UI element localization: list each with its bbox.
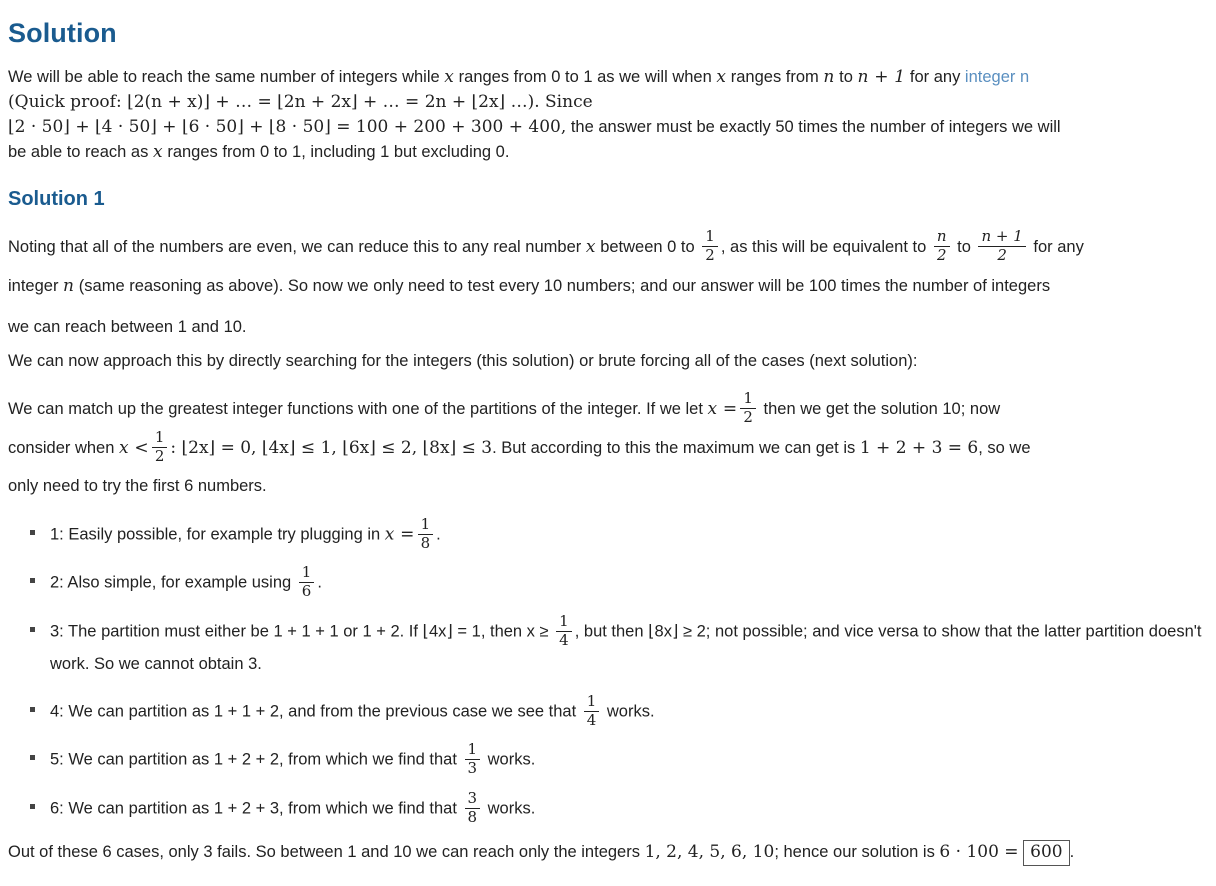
intro-text-3: ranges from bbox=[726, 68, 824, 87]
fraction-one-half-c bbox=[152, 430, 168, 465]
math-n-1: n bbox=[823, 67, 835, 88]
reachable-integers: 1, 2, 4, 5, 6, 10 bbox=[644, 842, 775, 863]
fraction-denominator: 2 bbox=[152, 447, 168, 465]
fraction-numerator: 1 bbox=[467, 740, 478, 759]
conclusion-text-c: . bbox=[1069, 843, 1075, 862]
page-title: Solution bbox=[8, 18, 117, 48]
math-max-sum: 1 + 2 + 3 = 6 bbox=[859, 437, 979, 458]
s1-text-6: integer bbox=[8, 276, 64, 295]
fraction-denominator: 2 bbox=[702, 246, 718, 264]
fraction-denominator: 2 bbox=[934, 246, 950, 264]
s1-text-9: We can now approach this by directly searching for the integers (this solution) or brute forcing all of the cases (next solution): bbox=[8, 351, 918, 370]
solution1-paragraph-1 bbox=[8, 228, 1202, 306]
fraction-n-plus-1-over-2 bbox=[978, 229, 1025, 264]
case-text-a: 5: We can partition as 1 + 2 + 2, from which we find that bbox=[50, 750, 462, 769]
case-text-b: works. bbox=[602, 702, 655, 721]
solution1-paragraph-2 bbox=[8, 350, 1202, 374]
s1-text-11: then we get the solution 10; now bbox=[758, 399, 1001, 418]
case-text-a: 3: The partition must either be 1 + 1 + 1 or 1 + 2. If ⌊4x⌋ = 1, then x ≥ bbox=[50, 622, 554, 641]
fraction-denominator: 8 bbox=[418, 534, 434, 552]
list-item bbox=[30, 691, 1202, 730]
math-n-plus-1: n + 1 bbox=[857, 67, 906, 88]
case-text-b: works. bbox=[483, 799, 536, 818]
fraction-numerator: 1 bbox=[559, 611, 569, 630]
cases-list bbox=[8, 514, 1202, 826]
fraction-n-over-2 bbox=[934, 229, 950, 264]
fraction-numerator: 1 bbox=[586, 691, 597, 710]
case-fraction bbox=[556, 611, 572, 649]
case-fraction bbox=[465, 742, 481, 777]
case-fraction bbox=[299, 565, 315, 600]
fraction-numerator: 1 bbox=[154, 428, 165, 447]
intro-text-4: to bbox=[834, 68, 858, 87]
s1-text-8: we can reach between 1 and 10. bbox=[8, 318, 247, 337]
list-item bbox=[30, 740, 1202, 778]
floor-sum-expression: ⌊2 · 50⌋ + ⌊4 · 50⌋ + ⌊6 · 50⌋ + ⌊8 · 50⌋ = 100 + 200 + 300 + 400, bbox=[8, 116, 567, 137]
case-fraction bbox=[418, 514, 434, 552]
s1-text-13: . But according to this the maximum we can get is bbox=[492, 438, 860, 457]
fraction-numerator: 1 bbox=[301, 563, 312, 582]
conclusion-text-a: Out of these 6 cases, only 3 fails. So between 1 and 10 we can reach only the integers bbox=[8, 843, 645, 862]
fraction-numerator: 1 bbox=[420, 514, 431, 533]
intro-text-1: We will be able to reach the same number of integers while bbox=[8, 68, 445, 87]
subsection-title-solution-1: Solution 1 bbox=[8, 187, 105, 210]
case-text-b: , but then ⌊8x⌋ ≥ 2; not possible; and vice versa to show that the latter partition doesn't work. So we cannot obtain 3. bbox=[50, 622, 1202, 674]
case-text-b: . bbox=[436, 525, 441, 544]
s1-text-5: for any bbox=[1028, 237, 1084, 256]
intro-text-5: for any bbox=[905, 68, 965, 87]
fraction-denominator: 8 bbox=[465, 808, 481, 826]
case-text-a: 4: We can partition as 1 + 1 + 2, and from the previous case we see that bbox=[50, 702, 581, 721]
conclusion-paragraph bbox=[8, 840, 1202, 865]
math-n-2: n bbox=[63, 275, 75, 296]
list-item bbox=[30, 788, 1202, 827]
intro-text-6: the answer must be exactly 50 times the number of integers we will bbox=[566, 117, 1061, 136]
floor-inequalities: : ⌊2x⌋ = 0, ⌊4x⌋ ≤ 1, ⌊6x⌋ ≤ 2, ⌊8x⌋ ≤ 3 bbox=[170, 437, 493, 458]
fraction-denominator: 4 bbox=[556, 631, 572, 649]
s1-text-3: , as this will be equivalent to bbox=[720, 237, 931, 256]
list-item bbox=[30, 514, 1202, 553]
case-text-b: works. bbox=[483, 750, 536, 769]
case-math-a: x = bbox=[384, 524, 415, 545]
quick-proof-expression: (Quick proof: ⌊2(n + x)⌋ + … = ⌊2n + 2x⌋ + … = 2n + ⌊2x⌋ …). Since bbox=[8, 92, 593, 113]
math-x-4: x bbox=[585, 236, 596, 257]
list-item bbox=[30, 611, 1202, 681]
fraction-denominator: 6 bbox=[299, 582, 315, 600]
s1-text-12: consider when bbox=[8, 438, 119, 457]
fraction-one-half-a bbox=[702, 229, 718, 264]
case-text-a: 1: Easily possible, for example try plugging in bbox=[50, 525, 385, 544]
fraction-numerator: n bbox=[936, 227, 947, 246]
s1-text-15: only need to try the first 6 numbers. bbox=[8, 477, 267, 496]
fraction-numerator: 1 bbox=[743, 389, 753, 408]
fraction-numerator: n + 1 bbox=[981, 227, 1023, 246]
fraction-one-half-b bbox=[740, 391, 756, 426]
conclusion-text-b: ; hence our solution is bbox=[774, 843, 940, 862]
solution1-paragraph-3 bbox=[8, 390, 1202, 506]
fraction-denominator: 4 bbox=[584, 711, 600, 729]
intro-paragraph bbox=[8, 65, 1202, 165]
fraction-numerator: 1 bbox=[705, 227, 715, 246]
math-x-2: x bbox=[716, 67, 727, 88]
math-x-1: x bbox=[444, 67, 455, 88]
link-integer-n[interactable]: integer n bbox=[964, 68, 1030, 87]
math-x-3: x bbox=[152, 141, 163, 162]
s1-text-14: , so we bbox=[978, 438, 1031, 457]
case-fraction bbox=[584, 691, 600, 729]
fraction-numerator: 3 bbox=[467, 788, 478, 807]
math-x-less-than: x < bbox=[118, 437, 149, 458]
s1-text-1: Noting that all of the numbers are even, we can reduce this to any real number bbox=[8, 237, 586, 256]
answer-box: 600 bbox=[1023, 840, 1069, 865]
case-text-a: 6: We can partition as 1 + 2 + 3, from which we find that bbox=[50, 799, 462, 818]
fraction-denominator: 3 bbox=[465, 759, 481, 777]
intro-text-2: ranges from 0 to 1 as we will when bbox=[454, 68, 717, 87]
fraction-denominator: 2 bbox=[740, 408, 756, 426]
final-expression: 6 · 100 = bbox=[939, 842, 1019, 863]
case-fraction bbox=[465, 788, 481, 826]
intro-text-7: be able to reach as bbox=[8, 142, 153, 161]
s1-text-2: between 0 to bbox=[595, 237, 700, 256]
intro-text-8: ranges from 0 to 1, including 1 but excluding 0. bbox=[162, 142, 510, 161]
s1-text-10: We can match up the greatest integer functions with one of the partitions of the integer. If we let bbox=[8, 399, 708, 418]
list-item bbox=[30, 563, 1202, 601]
fraction-denominator: 2 bbox=[978, 246, 1025, 264]
case-text-a: 2: Also simple, for example using bbox=[50, 574, 296, 593]
s1-text-7: (same reasoning as above). So now we only need to test every 10 numbers; and our answer will be 100 times the number of integers bbox=[74, 276, 1051, 295]
math-x-equals: x = bbox=[707, 398, 738, 419]
solution1-paragraph-1b bbox=[8, 316, 1202, 340]
s1-text-4: to bbox=[952, 237, 976, 256]
case-text-b: . bbox=[317, 574, 322, 593]
